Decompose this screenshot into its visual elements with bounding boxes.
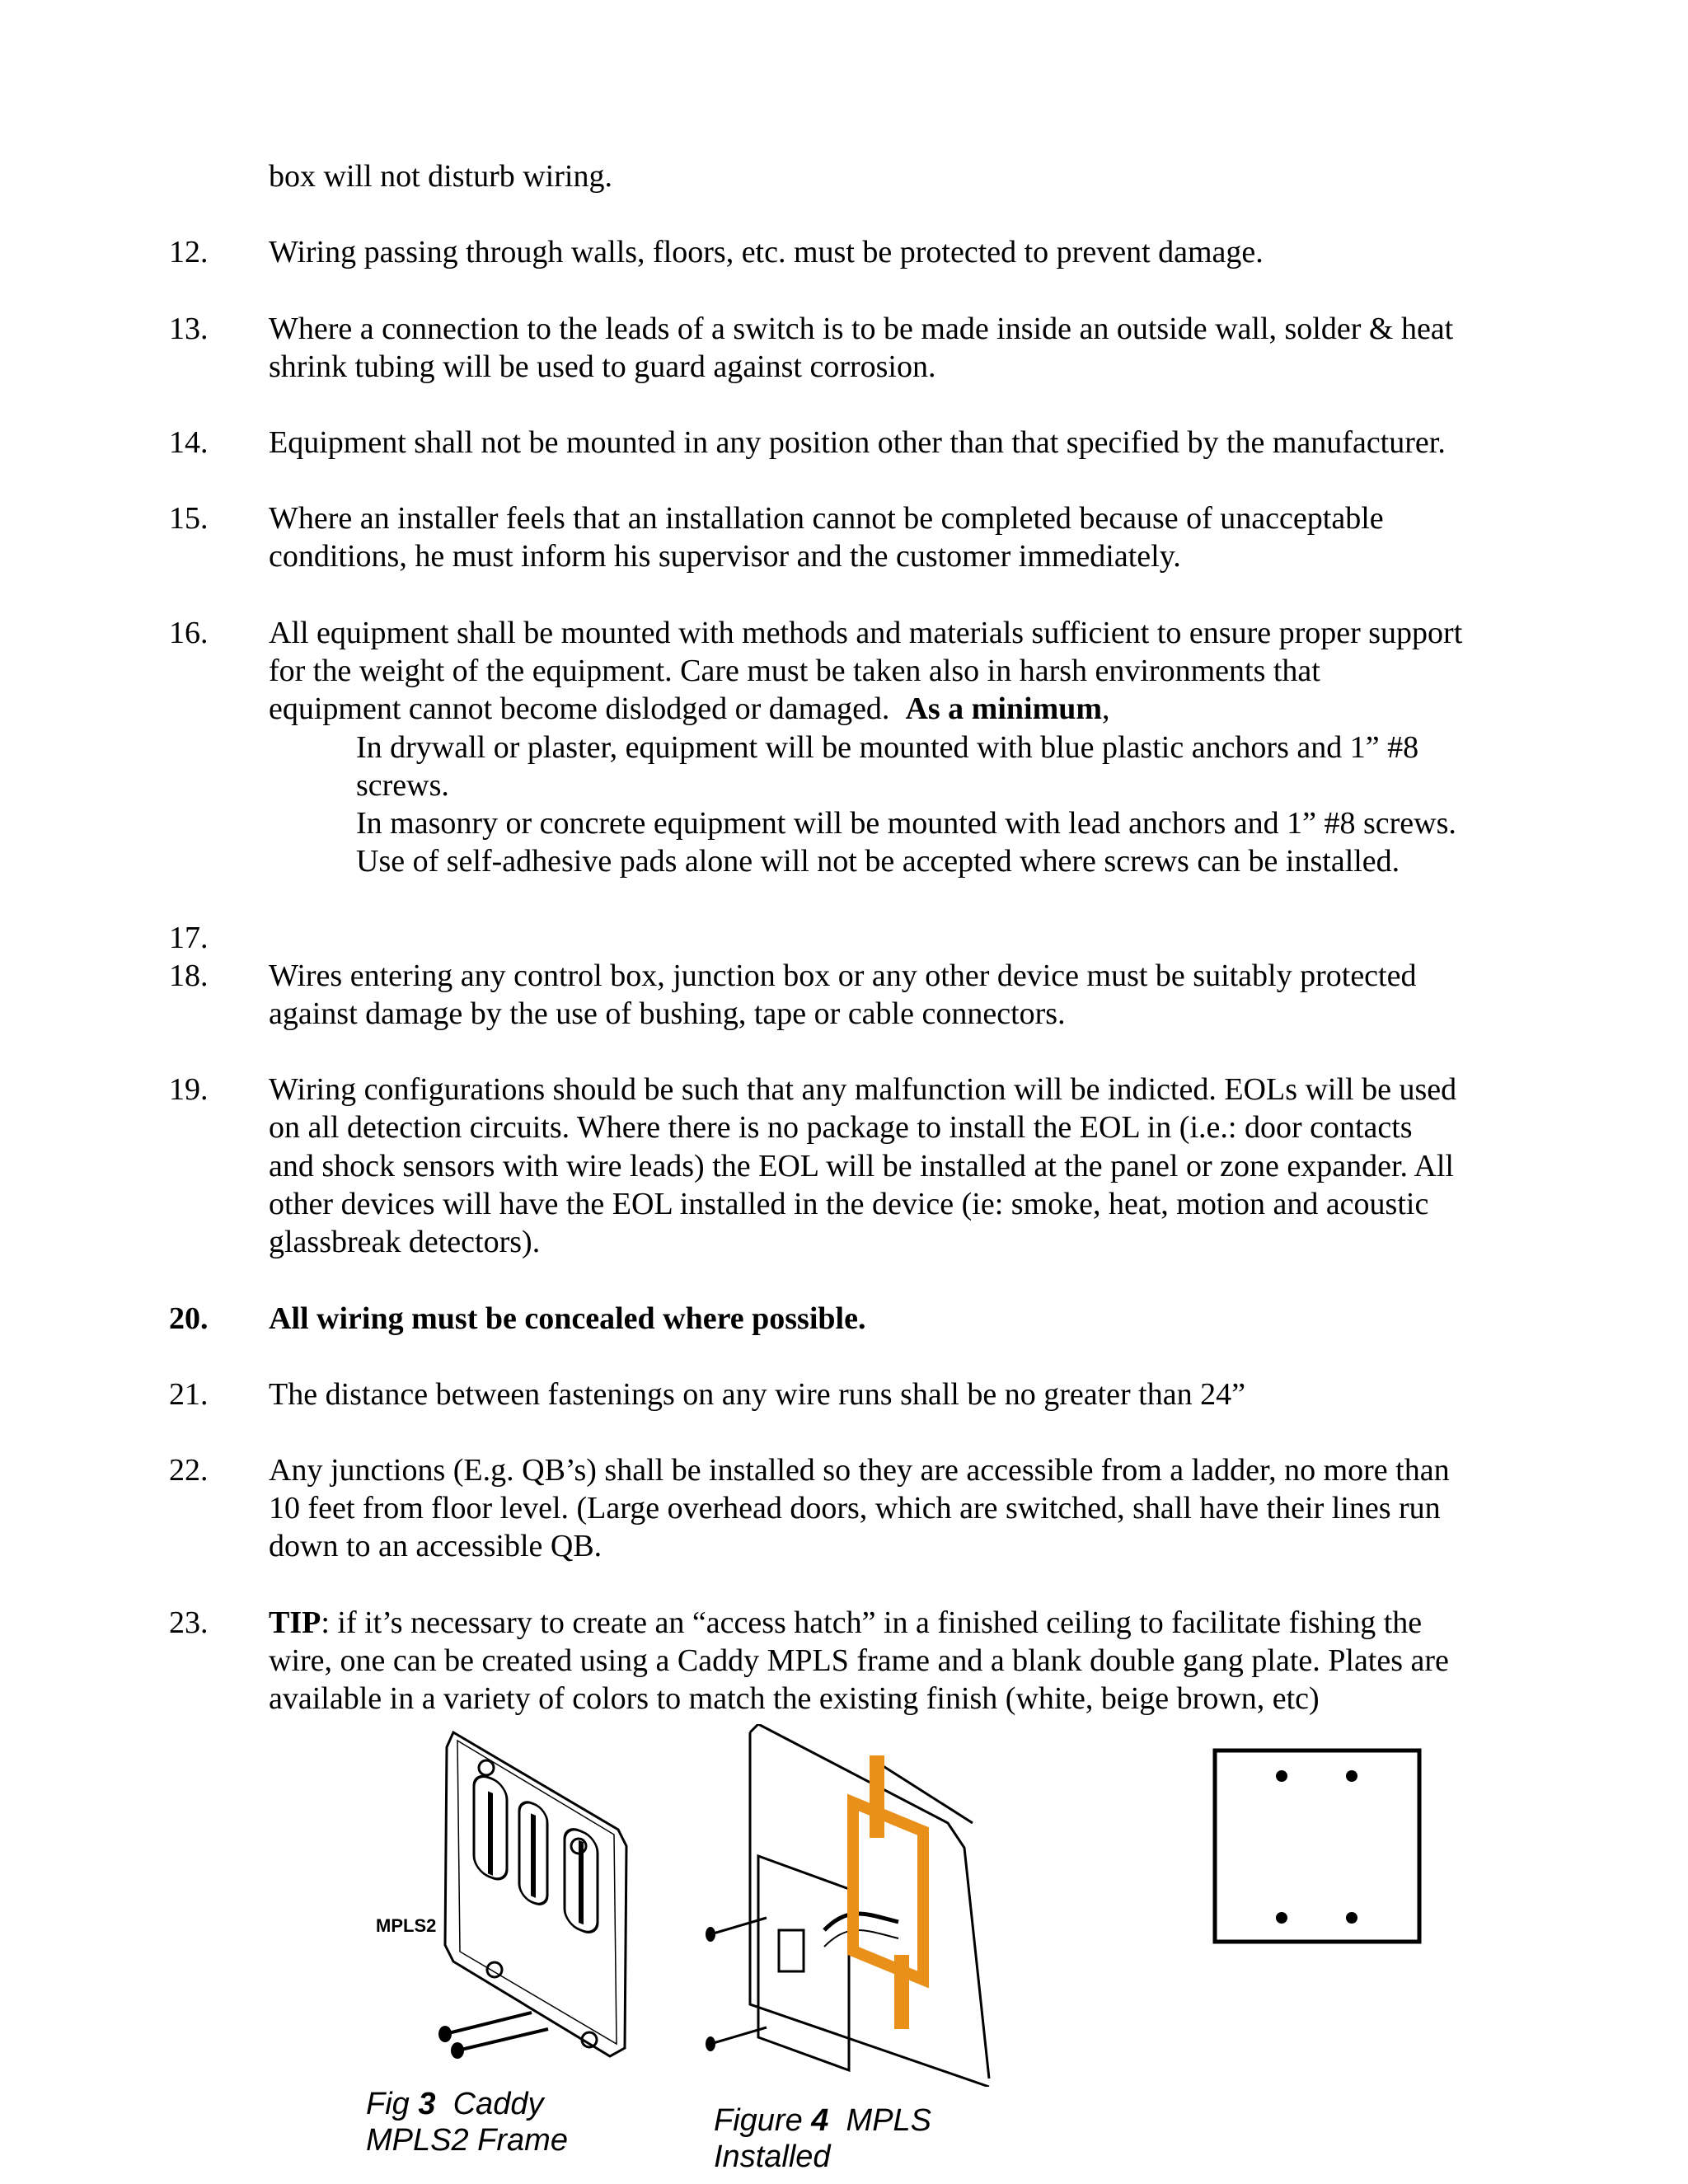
sub-text: Use of self-adhesive pads alone will not be accepted where screws can be installed. [356, 844, 1400, 879]
caption-prefix: Figure [714, 2103, 812, 2138]
bold-phrase: TIP [269, 1605, 321, 1640]
item-text: The distance between fastenings on any wire runs shall be no greater than 24” [269, 1377, 1245, 1412]
item-text: Wires entering any control box, junction box or any other device must be suitably protected [269, 958, 1417, 993]
item-text-with-bold [269, 1604, 1422, 1642]
item-text: available in a variety of colors to match the existing finish (white, beige brown, etc) [269, 1681, 1320, 1716]
figure-3-caption [366, 2085, 543, 2123]
item-text: : if it’s necessary to create an “access hatch” in a finished ceiling to facilitate fishing the [321, 1605, 1423, 1640]
item-number: 23. [169, 1605, 209, 1640]
item-text: glassbreak detectors). [269, 1225, 541, 1259]
item-number: 18. [169, 958, 209, 993]
item-text: Where an installer feels that an installation cannot be completed because of unacceptable [269, 501, 1384, 536]
item-text: All wiring must be concealed where possible. [269, 1301, 866, 1336]
item-number: 15. [169, 501, 209, 536]
item-text: Wiring configurations should be such that any malfunction will be indicted. EOLs will be used [269, 1072, 1457, 1107]
item-number: 21. [169, 1377, 209, 1412]
item-text: for the weight of the equipment. Care must be taken also in harsh environments that [269, 654, 1320, 688]
item-number: 12. [169, 235, 209, 269]
sub-text: screws. [356, 768, 449, 803]
sub-text: In masonry or concrete equipment will be mounted with lead anchors and 1” #8 screws. [356, 806, 1456, 841]
item-number: 13. [169, 312, 209, 346]
item-number: 19. [169, 1072, 209, 1107]
item-text: equipment cannot become dislodged or damaged. [269, 691, 906, 726]
caption-number: 4 [811, 2103, 829, 2138]
item-text: Any junctions (E.g. QB’s) shall be installed so they are accessible from a ladder, no more than [269, 1453, 1450, 1488]
caption-number: 3 [418, 2087, 436, 2121]
caption-text: MPLS [828, 2103, 932, 2138]
sub-text: In drywall or plaster, equipment will be mounted with blue plastic anchors and 1” #8 [356, 730, 1419, 765]
item-text: Equipment shall not be mounted in any position other than that specified by the manufacturer. [269, 425, 1446, 460]
figure-3-caption-line2: MPLS2 Frame [366, 2123, 568, 2158]
caption-text: Caddy [435, 2087, 544, 2121]
item-text-with-bold [269, 690, 1110, 728]
caption-prefix: Fig [366, 2087, 419, 2121]
item-text: against damage by the use of bushing, tape or cable connectors. [269, 996, 1066, 1031]
item-text: Where a connection to the leads of a switch is to be made inside an outside wall, solder & heat [269, 312, 1454, 346]
mpls2-frame-figure [363, 1722, 635, 2060]
item-text: All equipment shall be mounted with methods and materials sufficient to ensure proper support [269, 616, 1463, 650]
item-text: other devices will have the EOL installed in the device (ie: smoke, heat, motion and acoustic [269, 1187, 1429, 1221]
item-number: 17. [169, 921, 209, 955]
mpls-installed-figure [701, 1724, 1006, 2087]
continuation-text: box will not disturb wiring. [269, 159, 612, 194]
item-text: shrink tubing will be used to guard against corrosion. [269, 349, 936, 384]
punctuation: , [1102, 691, 1110, 726]
mpls2-label: MPLS2 [376, 1915, 437, 1936]
item-text: and shock sensors with wire leads) the EOL will be installed at the panel or zone expander. All [269, 1149, 1454, 1183]
item-number: 16. [169, 616, 209, 650]
item-text: wire, one can be created using a Caddy MPLS frame and a blank double gang plate. Plates are [269, 1643, 1449, 1678]
item-number: 22. [169, 1453, 209, 1488]
item-text: conditions, he must inform his supervisor and the customer immediately. [269, 539, 1181, 574]
figure-4-caption [714, 2102, 931, 2139]
item-text: Wiring passing through walls, floors, etc. must be protected to prevent damage. [269, 235, 1264, 269]
item-text: on all detection circuits. Where there is no package to install the EOL in (i.e.: door contacts [269, 1110, 1413, 1145]
item-number: 20. [169, 1301, 209, 1336]
blank-double-gang-plate [1212, 1747, 1423, 1945]
item-number: 14. [169, 425, 209, 460]
item-text: down to an accessible QB. [269, 1529, 603, 1563]
figure-4-caption-line2: Installed [714, 2139, 831, 2174]
item-text: 10 feet from floor level. (Large overhead doors, which are switched, shall have their lines run [269, 1491, 1441, 1526]
bold-phrase: As a minimum [905, 691, 1103, 726]
